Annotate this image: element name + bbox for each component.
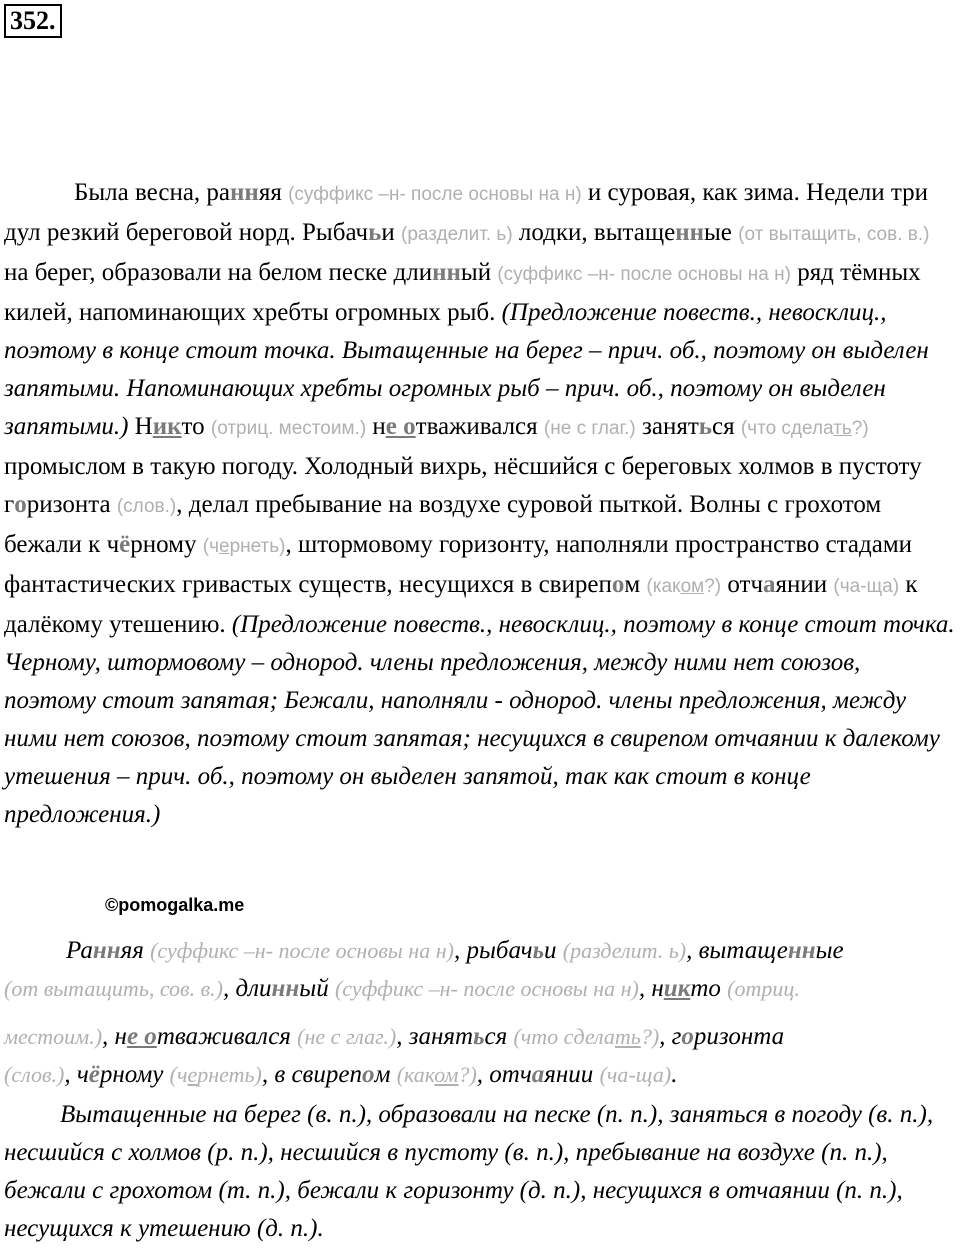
words-list: Ранняя (суффикс –н- после основы на н), рыбачьи (разделит. ь), вытащенные (от вытащить, сов. в.), длинный (суффикс –н- после основы на н), никто (отриц. местоим.), не отваживался (не с глаг.), заняться (что сделать?), горизонта (слов.), чёрному (чернеть), в свирепом (каком?), отчаянии (ча-ща). <box>4 937 844 1088</box>
phrases-text: Вытащенные на берег (в. п.), образовали на песке (п. п.), заняться в погоду (в. п.), несшийся с холмов (р. п.), несшийся в пустоту (в. п.), пребывание на воздухе (п. п.), бежали с грохотом (т. п.), бежали к горизонту (д. п.), несущихся в отчаянии (п. п.), несущихся к утешению (д. п.). <box>4 1101 934 1242</box>
main-text: Была весна, ранняя (суффикс –н- после основы на н) и суровая, как зима. Недели три дул резкий береговой норд. Рыбачьи (разделит. ь) лодки, вытащенные (от вытащить, сов. в.) на берег, образовали на белом песке длинный (суффикс –н- после основы на н) ряд тёмных килей, напоминающих хребты огромных рыб. (Предложение повеств., невосклиц., поэтому в конце стоит точка. Вытащенные на берег – прич. об., поэтому он выделен запятыми. Напоминающих хребты огромных рыб – прич. об., поэтому он выделен запятыми.) Никто (отриц. местоим.) не отваживался (не с глаг.) заняться (что сделать?) промыслом в такую погоду. Холодный вихрь, нёсшийся с береговых холмов в пустоту горизонта (слов.), делал пребывание на воздухе суровой пыткой. Волны с грохотом бежали к чёрному (чернеть), штормовому горизонту, наполняли пространство стадами фантастических гривастых существ, несущихся в свирепом (каком?) отчаянии (ча-ща) к далёкому утешению. (Предложение повеств., невосклиц., поэтому в конце стоит точка. Черному, штормовому – однород. члены предложения, между ними нет союзов, поэтому стоит запятая; Бежали, наполняли - однород. члены предложения, между ними нет союзов, поэтому стоит запятая; несущихся в свирепом отчаянии к далекому утешения – прич. об., поэтому он выделен запятой, так как стоит в конце предложения.) <box>4 179 955 828</box>
exercise-number: 352. <box>4 4 62 38</box>
copyright-label: ©pomogalka.me <box>105 895 245 915</box>
